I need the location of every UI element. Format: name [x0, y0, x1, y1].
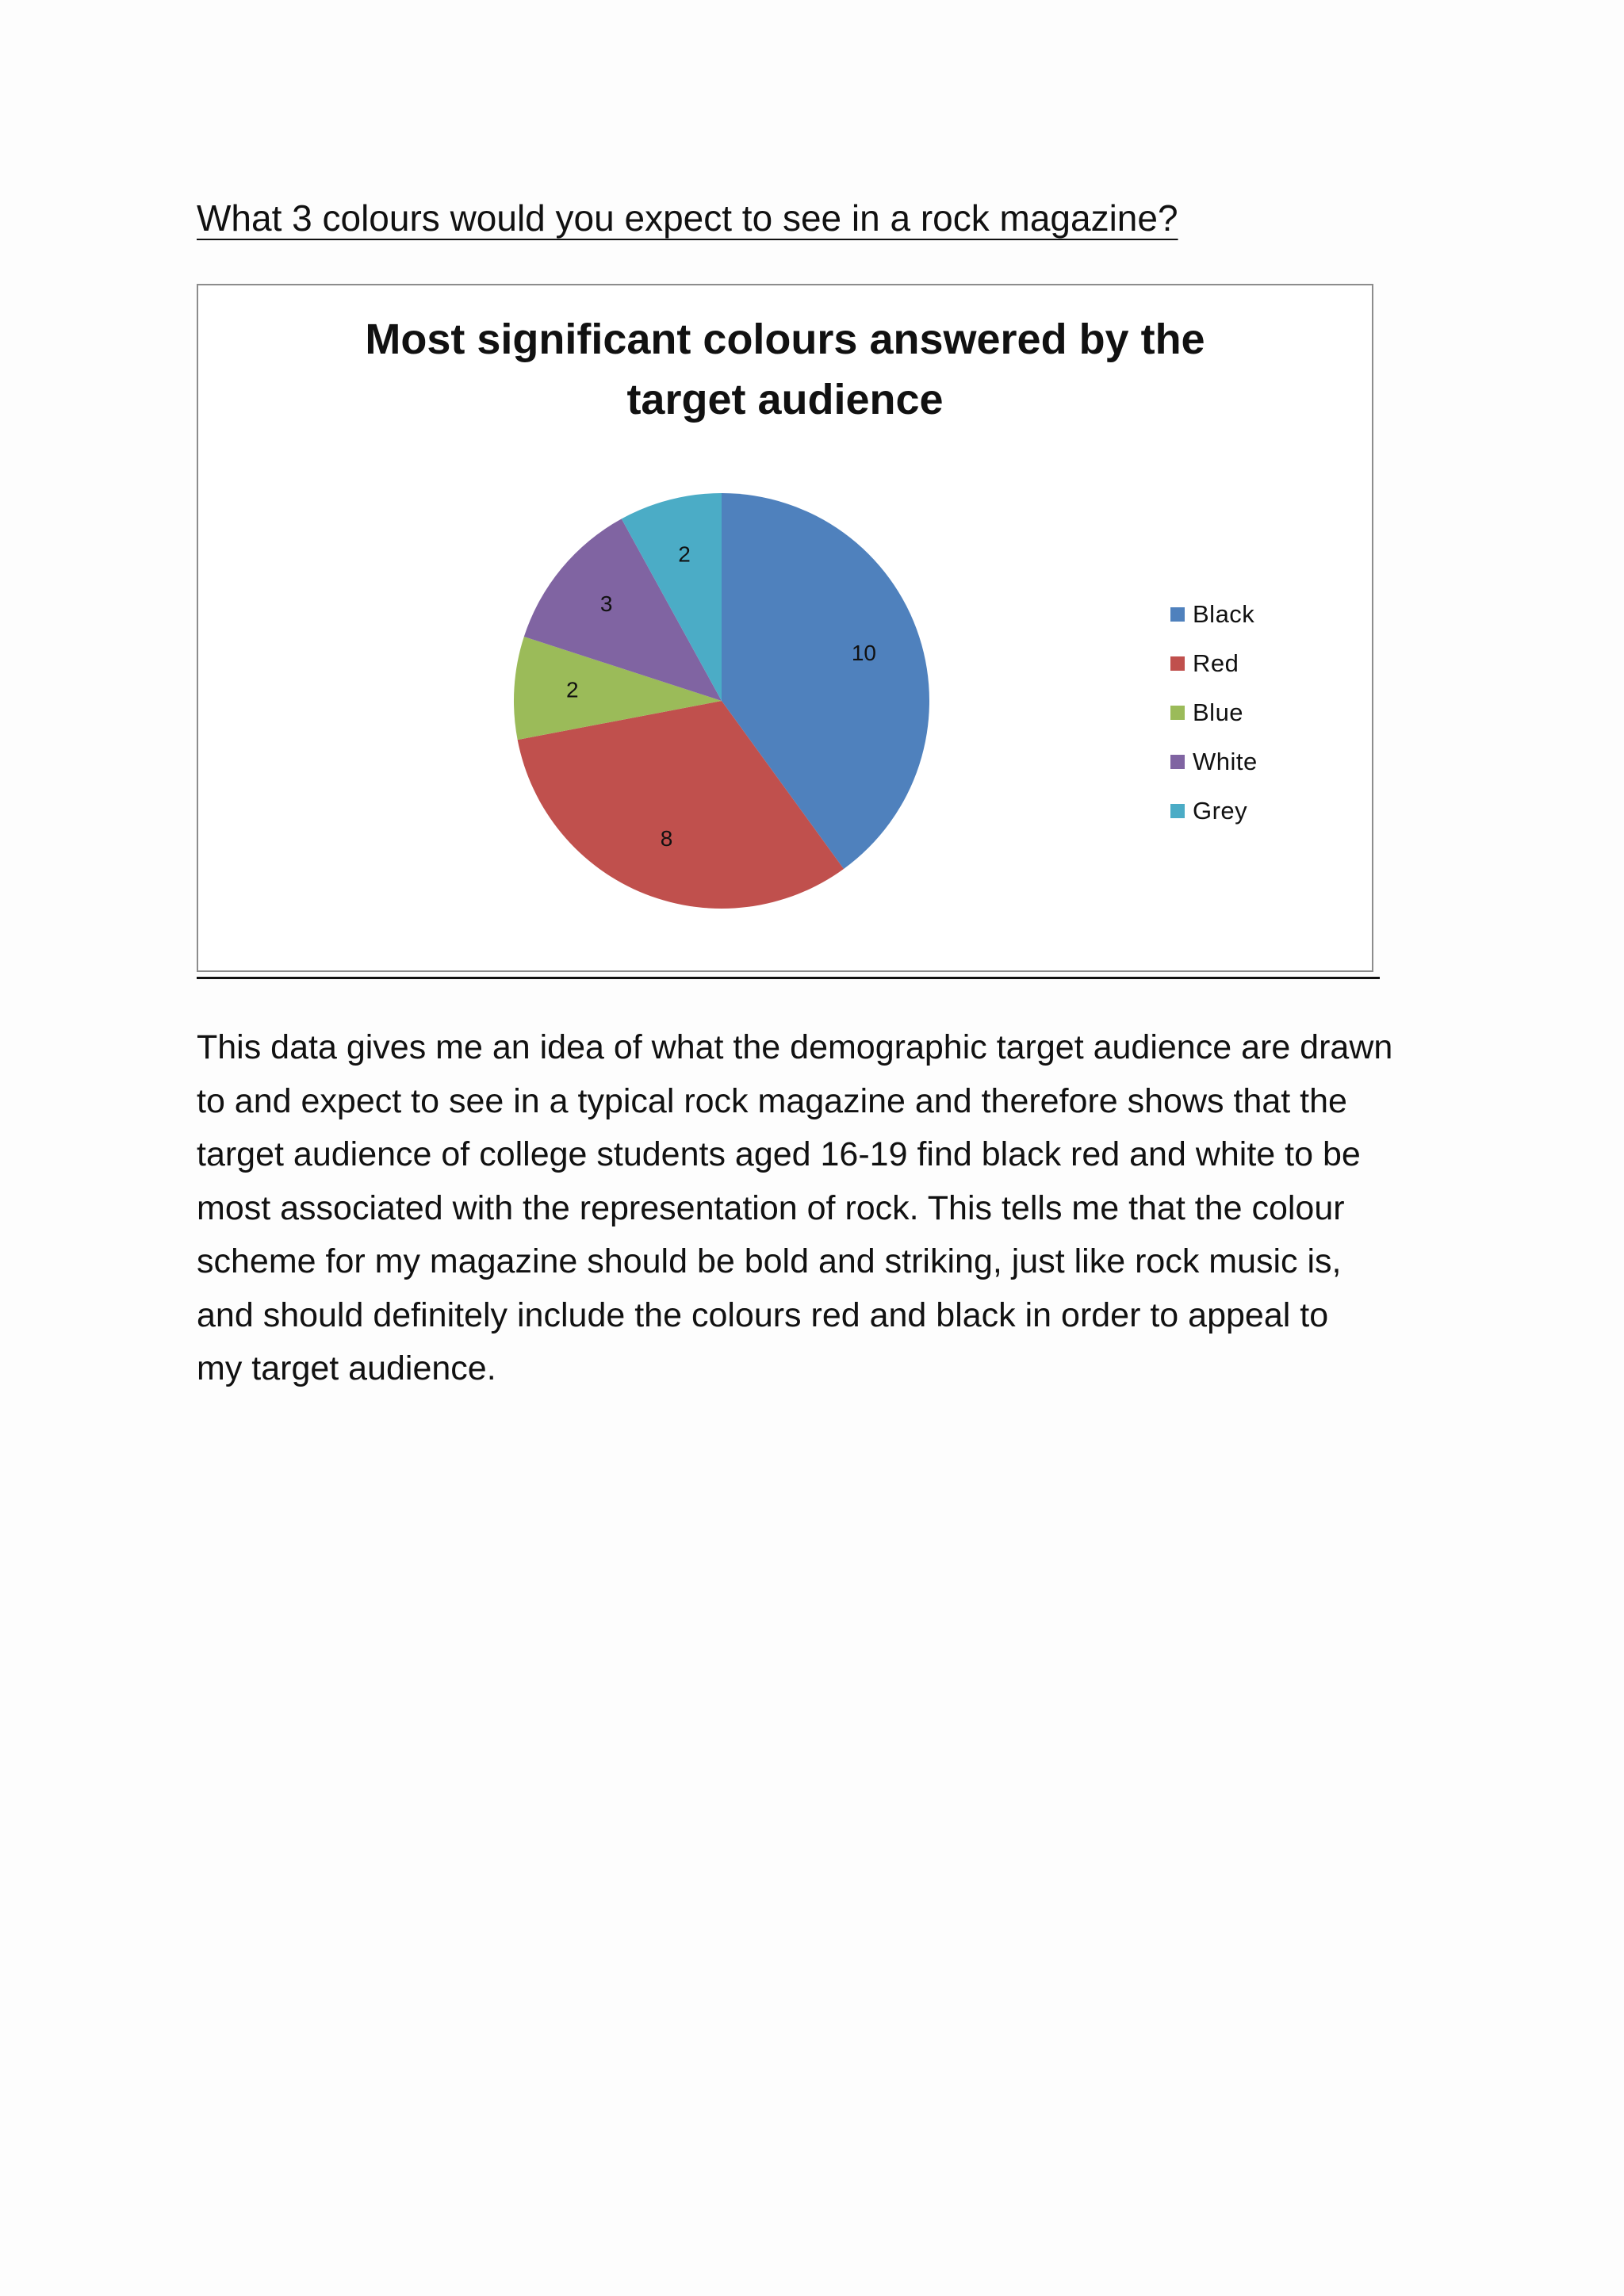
- legend-item-grey: [1170, 786, 1258, 836]
- paragraph-line: target audience of college students aged 16-19 find black red and white to be: [197, 1135, 1361, 1173]
- legend-label: Black: [1193, 600, 1255, 628]
- legend-label: Blue: [1193, 698, 1244, 726]
- legend-swatch: [1170, 804, 1185, 818]
- chart-title-line-1: Most significant colours answered by the: [365, 316, 1205, 363]
- legend-label: Grey: [1193, 797, 1248, 825]
- paragraph-line: and should definitely include the colours red and black in order to appeal to: [197, 1295, 1329, 1334]
- divider-line: [197, 977, 1380, 979]
- data-label-grey: 2: [678, 541, 691, 567]
- legend-item-white: [1170, 737, 1258, 786]
- legend-item-black: [1170, 590, 1258, 639]
- legend-swatch: [1170, 656, 1185, 671]
- legend-swatch: [1170, 607, 1185, 622]
- question-heading: What 3 colours would you expect to see in a rock magazine?: [197, 197, 1178, 239]
- legend-label: Red: [1193, 649, 1239, 677]
- data-label-white: 3: [599, 591, 613, 617]
- legend-label: White: [1193, 748, 1258, 775]
- legend-swatch: [1170, 755, 1185, 769]
- legend-swatch: [1170, 706, 1185, 720]
- paragraph-line: to and expect to see in a typical rock magazine and therefore shows that the: [197, 1081, 1347, 1120]
- paragraph-line: most associated with the representation of rock. This tells me that the colour: [197, 1188, 1345, 1227]
- paragraph-line: This data gives me an idea of what the demographic target audience are drawn: [197, 1028, 1393, 1066]
- chart-area: [197, 284, 1373, 972]
- legend-item-red: [1170, 639, 1258, 688]
- chart-title-line-2: target audience: [626, 376, 944, 423]
- paragraph-line: scheme for my magazine should be bold and striking, just like rock music is,: [197, 1242, 1342, 1280]
- paragraph-line: my target audience.: [197, 1349, 496, 1387]
- data-label-red: 8: [660, 825, 673, 851]
- data-label-blue: 2: [565, 677, 579, 702]
- analysis-paragraph: [197, 1021, 1465, 1396]
- data-label-black: 10: [851, 641, 876, 666]
- legend-item-blue: [1170, 688, 1258, 737]
- chart-legend: [1170, 590, 1258, 836]
